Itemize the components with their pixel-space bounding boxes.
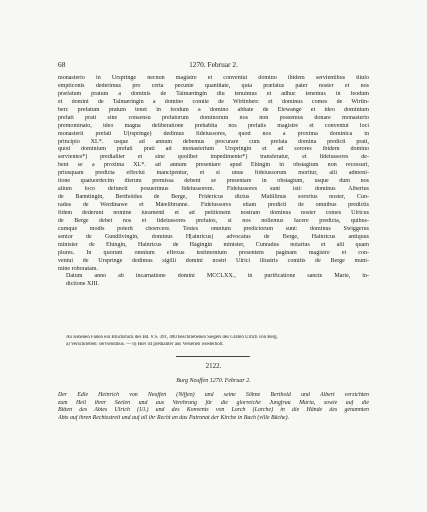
text-line: premominato, ideo magna deliberatione prehabita nos prefatis magistre et conventui loci bbox=[58, 122, 369, 129]
text-line: cumque modis poterit choercere. Testes omnium predictorum sunt: dominus Swiggerus bbox=[58, 225, 369, 232]
section-divider bbox=[176, 356, 250, 357]
footnotes bbox=[66, 335, 369, 348]
text-line: monasterii prefati U(rspringe) dedimus fideiussores, quod nos a proxima dominica in bbox=[58, 130, 369, 137]
entry-number: 2122. bbox=[205, 362, 222, 370]
text-line: minister de Ehingin, Hainricus de Hágingin minister, Cunradus notarius et alii quam bbox=[58, 241, 369, 248]
page-header bbox=[58, 60, 369, 70]
text-line: empticonis dederimus pro certa pecunie quantitate, quia præfatus pater noster et nos bbox=[58, 82, 369, 89]
text-line: ventui de Urspringe dedimus sigilli domini nostri Ulrici illustris comitis de Berge muni- bbox=[58, 257, 369, 264]
page-number: 68 bbox=[58, 60, 66, 69]
text-line: principio XL*. usque ad annum debemus procurare cum prefata domina predicti prati, bbox=[58, 138, 369, 145]
dating-line: Datum anno ab incarnatione domini MCCLXX., in purificatione sancte Marie, in- bbox=[66, 273, 369, 280]
summary-line: zum Heil ihrer Seelen und aus Verehrung für die glorreiche Jungfrau Maria, sowie auf die bbox=[58, 399, 369, 406]
seal-note: An leinenen Fäden ein Bruchstück des Bd. 6 S. 391, 400 beschriebenen Siegels des Grafen Ulrich von Berg. bbox=[66, 335, 278, 340]
summary-line: Abts auf ihren Rechtsstreit und auf all ihr Recht an das Patronat der Kirche in Buch (ville Büche). bbox=[58, 414, 290, 421]
text-line: senior de Gundilvingin, dominus H[ainricus] advocatus de Berge, Hainricus antiquus bbox=[58, 233, 369, 240]
text-line: radus de Werdinawe et Mǽelibrunne. Fideiussores etiam predicti de omnibus predictis bbox=[58, 202, 369, 208]
text-line: de Berge debet nos et fideiussores prefatos, si nos nollemus facere predicta, quibus- bbox=[58, 217, 369, 224]
charter-text bbox=[58, 75, 369, 289]
text-line: priusquam predicta effectui mancipentur, et si unus fideiussorum moritur, alii admoni- bbox=[58, 170, 369, 177]
entry-place-date: Burg Neuffen 1270. Februar 2. bbox=[176, 378, 251, 384]
header-date: 1270. Februar 2. bbox=[189, 60, 238, 69]
summary-line: Bitten des Abtes Ulrich (Ul.) und des Konvents von Lorch (Lorche) in die Hände des genannten bbox=[58, 407, 369, 414]
text-line: de Bæmtingin, Bertholdus de Berge, Fridericus dictus Mutillinus sororius noster, Cun- bbox=[58, 194, 369, 201]
entry-summary bbox=[58, 392, 369, 422]
text-line: servientes*) predialiter et sine quolibet impedimento*) transferatur, et fideiussores de- bbox=[58, 154, 369, 161]
text-line: berc prefatum pratum tenet in feodum a domino abbate de Elewange et ideo dominium bbox=[58, 106, 369, 113]
text-line: bent se a proxima XL*. ad annum presentare apud Ehingin in obstagium non recessuri, bbox=[58, 162, 369, 169]
text-line: præfatum pratum a dominis de Talmæringin diu tenuimus et adhuc tenemus in feodum bbox=[58, 90, 369, 97]
text-line: prefati prati sine consensu prefatorum dominorum nos non possemus donare monasterio bbox=[58, 114, 369, 121]
text-line: tione quatuordecim dierum premissa debent se presentare in obstagium, usque dum nos bbox=[58, 178, 369, 185]
text-line: mine roboratam. bbox=[58, 265, 98, 272]
textual-note: a) Verschrieben: serviendibus. — b) Hier ist predialiter aus Versehen wiederholt. bbox=[66, 341, 224, 347]
text-line: plures. In quorum omnium effexus testimonium presentem paginam magistre et con- bbox=[58, 249, 369, 256]
text-line: et domini de Talmæringin a domino comite de Wirtinberc et dominus comes de Wirtin- bbox=[58, 98, 369, 105]
summary-line: Der Edle Heinrich von Neuffen (Niffen) und seine Söhne Berthold und Albert verzichten bbox=[58, 392, 369, 398]
text-line: monasterio in Urspringe necnon magistre et conventui domino ibidem servientibus titulo bbox=[58, 75, 369, 81]
text-line: fidem dederunt nomine iuramenti et ad petitionem nostram dominus noster comes Ulricus bbox=[58, 209, 369, 216]
text-line: quod dominium prefati prati ad monasterium Urspringin et ad sorores ibidem domino bbox=[58, 146, 369, 153]
dating-line: dictione XIII. bbox=[66, 281, 99, 288]
text-line: alium loco defuncti posuerimus fideiussorem. Fideiussores sunt isti: dominus Albertus bbox=[58, 186, 369, 193]
